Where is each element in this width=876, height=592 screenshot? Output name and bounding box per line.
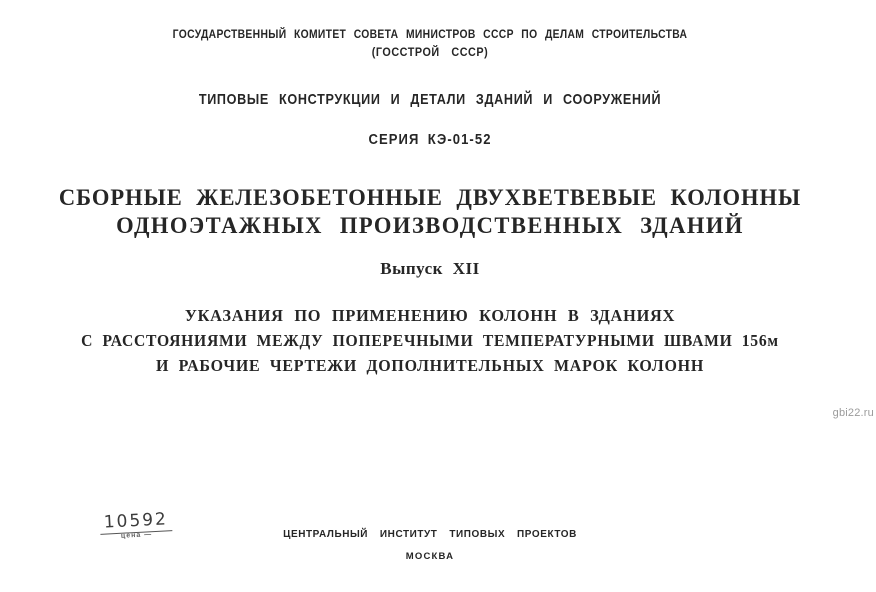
publisher-city: МОСКВА [405,551,455,562]
subtitle-line1: УКАЗАНИЯ ПО ПРИМЕНЕНИЮ КОЛОНН В ЗДАНИЯХ [184,306,676,325]
committee-name-line2: (ГОССТРОЙ СССР) [371,45,489,59]
stamp-number: 10592 [99,509,172,535]
document-title-line1: СБОРНЫЕ ЖЕЛЕЗОБЕТОННЫЕ ДВУХВЕТВЕВЫЕ КОЛОННЫ [58,185,802,210]
committee-name-line1: ГОСУДАРСТВЕННЫЙ КОМИТЕТ СОВЕТА МИНИСТРОВ СССР ПО ДЕЛАМ СТРОИТЕЛЬСТВА [172,27,688,41]
subtitle-line2: С РАССТОЯНИЯМИ МЕЖДУ ПОПЕРЕЧНЫМИ ТЕМПЕРАТУРНЫМИ ШВАМИ 156м [81,331,779,350]
series-type-heading: ТИПОВЫЕ КОНСТРУКЦИИ И ДЕТАЛИ ЗДАНИЙ И СООРУЖЕНИЙ [198,91,662,108]
document-title-line2: ОДНОЭТАЖНЫХ ПРОИЗВОДСТВЕННЫХ ЗДАНИЙ [116,213,744,238]
stamp-caption: цена — [120,531,153,540]
publisher-institute: ЦЕНТРАЛЬНЫЙ ИНСТИТУТ ТИПОВЫХ ПРОЕКТОВ [283,528,577,540]
issue-number: Выпуск XII [380,259,480,278]
subtitle-line3: И РАБОЧИЕ ЧЕРТЕЖИ ДОПОЛНИТЕЛЬНЫХ МАРОК КОЛОНН [155,356,705,375]
site-watermark: gbi22.ru [832,407,874,419]
series-number: СЕРИЯ КЭ-01-52 [368,132,492,148]
